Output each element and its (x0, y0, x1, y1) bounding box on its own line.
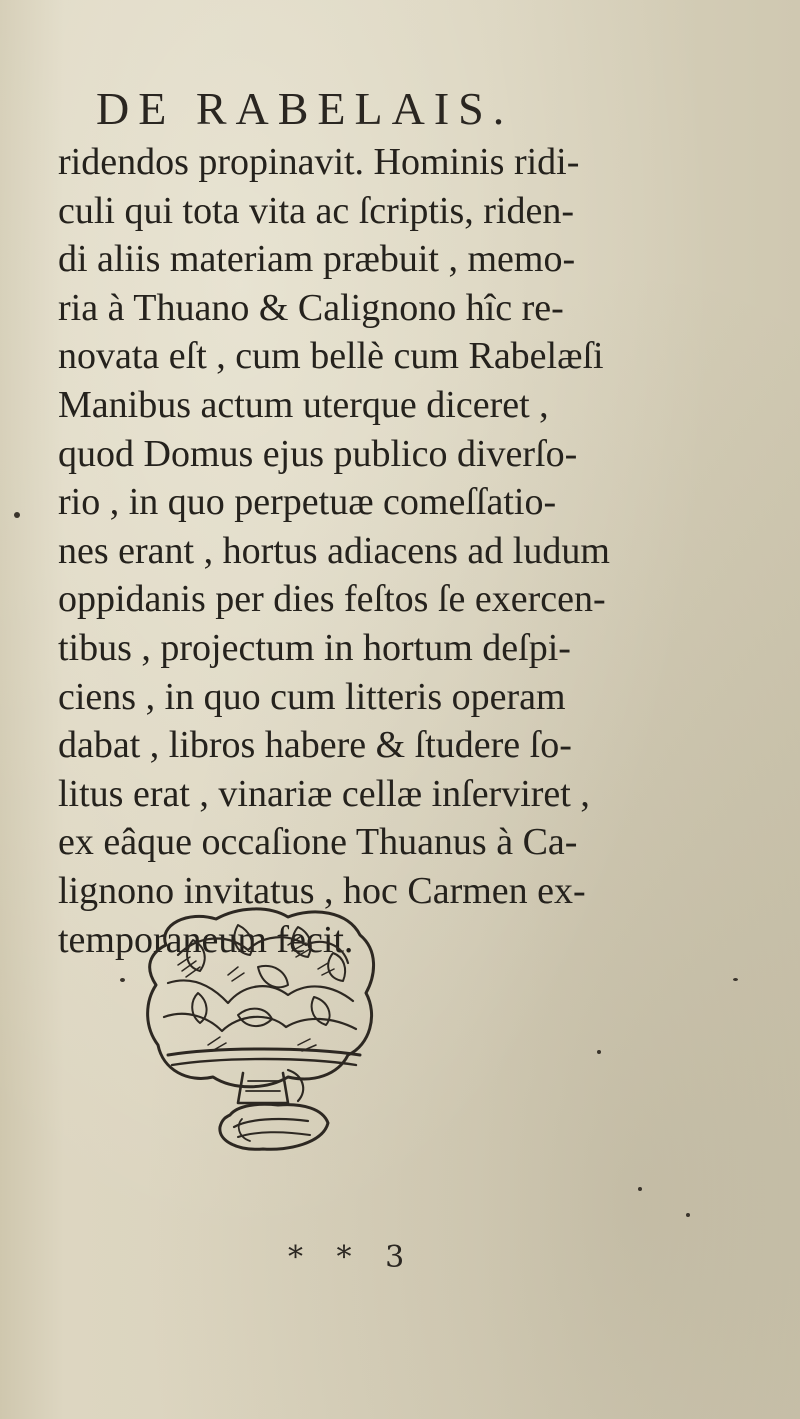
text-line: Manibus actum uterque diceret , (58, 383, 549, 426)
ink-speck (120, 978, 125, 982)
running-header: DE RABELAIS. (96, 83, 514, 134)
text-line: nes erant , hortus adiacens ad ludum (58, 529, 610, 572)
text-line: litus erat , vinariæ cellæ inſerviret , (58, 772, 590, 815)
text-line: tibus , projectum in hortum deſpi- (58, 626, 571, 669)
text-line: novata eſt , cum bellè cum Rabelæſi (58, 335, 604, 378)
text-line: oppidanis per dies feſtos ſe exercen- (58, 578, 606, 621)
ink-speck (597, 1050, 601, 1054)
text-line: di aliis materiam præbuit , memo- (58, 238, 576, 281)
text-line: dabat , libros habere & ſtudere ſo- (58, 724, 572, 767)
ink-speck (733, 978, 738, 981)
text-line: lignono invitatus , hoc Carmen ex- (58, 869, 586, 912)
text-line: temporaneum fecit. (58, 918, 354, 961)
text-line: ex eâque occaſione Thuanus à Ca- (58, 821, 578, 864)
text-line: ria à Thuano & Calignono hîc re- (58, 286, 564, 329)
woodcut-tailpiece-ornament-icon (138, 905, 388, 1161)
text-line: rio , in quo perpetuæ comeſſatio- (58, 481, 557, 524)
body-text (58, 138, 770, 964)
ink-speck (638, 1187, 642, 1191)
ink-speck (14, 512, 20, 518)
text-line: ridendos propinavit. Hominis ridi- (58, 141, 580, 183)
text-line: culi qui tota vita ac ſcriptis, riden- (58, 189, 575, 232)
signature-mark: * * 3 (288, 1240, 417, 1275)
text-line: ciens , in quo cum litteris operam (58, 675, 566, 718)
ink-speck (686, 1213, 690, 1217)
text-line: quod Domus ejus publico diverſo- (58, 432, 578, 475)
